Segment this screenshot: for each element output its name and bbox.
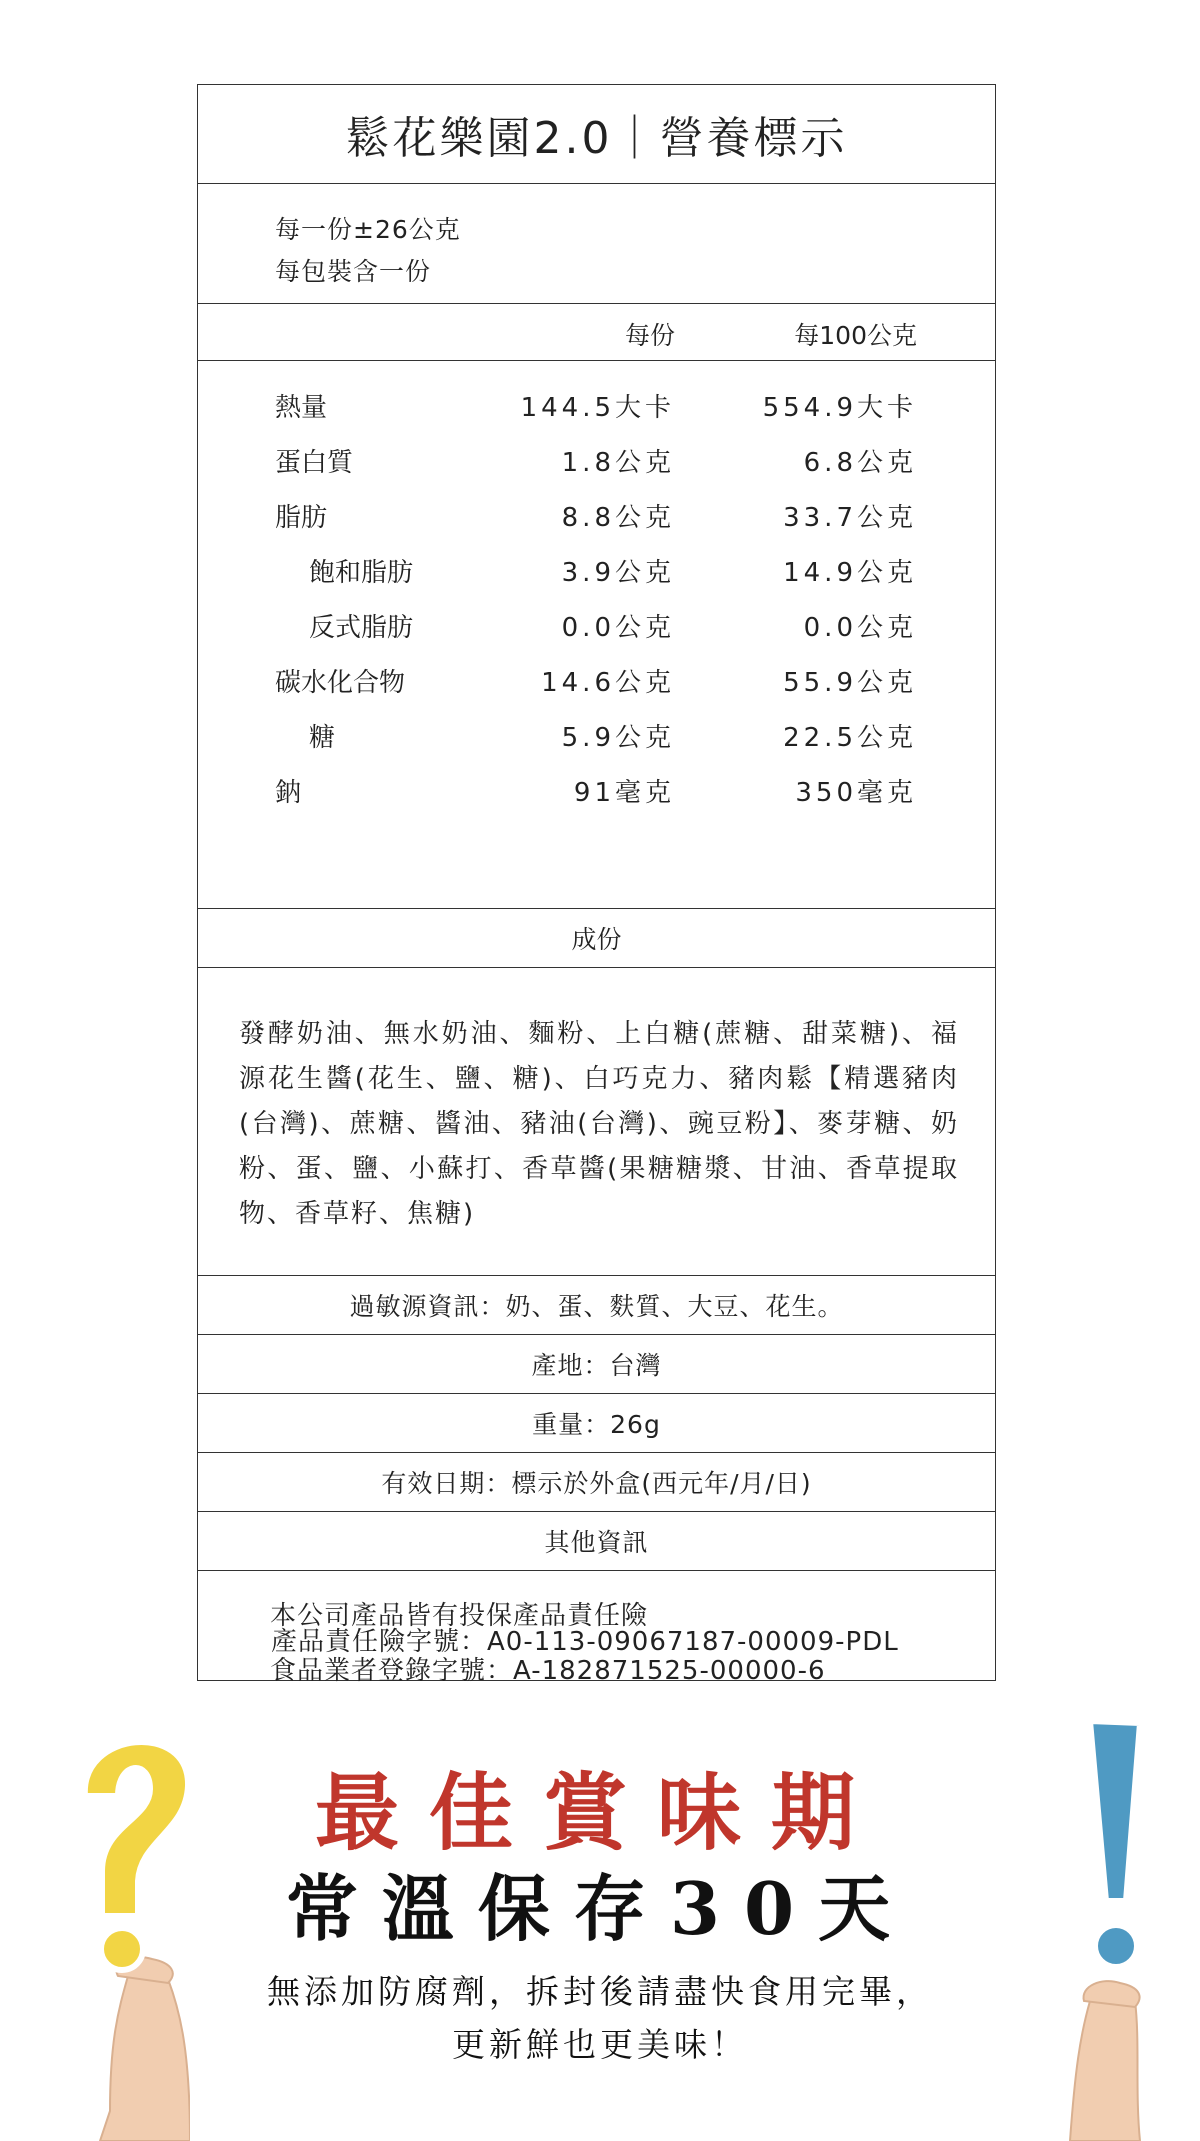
nutrient-per-serving: 1.8公克 <box>561 448 675 478</box>
nutrient-per-serving: 3.9公克 <box>561 558 675 588</box>
expiry-row <box>198 1453 995 1512</box>
nutrient-name: 糖 <box>309 723 336 753</box>
nutrient-name: 飽和脂肪 <box>309 558 414 588</box>
nutrient-row <box>198 375 995 430</box>
ingredients-heading: 成份 <box>571 925 622 954</box>
nutrient-row <box>198 430 995 485</box>
nutrient-row <box>198 650 995 705</box>
nutrient-per-serving: 14.6公克 <box>541 668 675 698</box>
nutrition-label <box>197 84 996 1686</box>
nutrient-table <box>198 361 995 909</box>
nutrient-name: 反式脂肪 <box>309 613 414 643</box>
promo-section <box>0 1681 1200 2141</box>
nutrient-per-100g: 0.0公克 <box>803 613 917 643</box>
nutrient-row <box>198 595 995 650</box>
ingredients-body <box>198 968 995 1276</box>
nutrient-name: 熱量 <box>275 393 328 423</box>
nutrient-per-100g: 14.9公克 <box>783 558 917 588</box>
nutrient-row <box>198 485 995 540</box>
weight-info: 重量：26g <box>532 1410 661 1439</box>
other-heading-row <box>198 1512 995 1571</box>
nutrient-per-100g: 55.9公克 <box>783 668 917 698</box>
note-line-1: 無添加防腐劑，拆封後請盡快食用完畢， <box>267 1972 933 2011</box>
col-per-100g: 每100公克 <box>794 321 917 350</box>
label-title: 鬆花樂園2.0｜營養標示 <box>345 113 848 164</box>
allergen-row <box>198 1276 995 1335</box>
nutrient-name: 鈉 <box>275 778 302 808</box>
serving-info <box>198 184 995 304</box>
other-heading: 其他資訊 <box>544 1528 649 1557</box>
nutrient-per-100g: 22.5公克 <box>783 723 917 753</box>
nutrient-per-100g: 554.9大卡 <box>762 393 917 423</box>
nutrient-name: 碳水化合物 <box>275 668 406 698</box>
serving-size: 每一份±26公克 <box>275 215 461 244</box>
storage-title: 常溫保存30天 <box>285 1866 915 1951</box>
nutrient-name: 蛋白質 <box>275 448 354 478</box>
ingredients-heading-row <box>198 909 995 968</box>
note-line-2: 更新鮮也更美味！ <box>452 2025 748 2064</box>
nutrient-per-serving: 144.5大卡 <box>520 393 675 423</box>
nutrient-row <box>198 760 995 815</box>
label-title-row <box>198 85 995 184</box>
weight-row <box>198 1394 995 1453</box>
other-line: 產品責任險字號：A0-113-09067187-00009-PDL <box>271 1627 899 1657</box>
other-line: 食品業者登錄字號：A-182871525-00000-6 <box>270 1656 826 1686</box>
best-period-title: 最佳賞味期 <box>314 1763 885 1862</box>
other-line: 本公司產品皆有投保產品責任險 <box>270 1601 649 1631</box>
ingredients-text: 發酵奶油、無水奶油、麵粉、上白糖(蔗糖、甜菜糖)、福源花生醬(花生、鹽、糖)、白巧克力、豬肉鬆【精選豬肉(台灣)、蔗糖、醬油、豬油(台灣)、豌豆粉】、麥芽糖、奶粉、蛋、鹽、小蘇打、香草醬(果糖糖漿、甘油、香草提取物、香草籽、焦糖) <box>239 1019 959 1229</box>
servings-per-pack: 每包裝含一份 <box>275 257 432 286</box>
nutrient-per-100g: 6.8公克 <box>803 448 917 478</box>
col-per-serving: 每份 <box>624 321 675 350</box>
nutrient-row <box>198 705 995 760</box>
nutrient-per-serving: 0.0公克 <box>561 613 675 643</box>
nutrient-per-100g: 350毫克 <box>795 778 917 808</box>
nutrient-name: 脂肪 <box>275 503 328 533</box>
column-headers <box>198 304 995 361</box>
nutrient-row <box>198 540 995 595</box>
nutrient-per-serving: 5.9公克 <box>561 723 675 753</box>
allergen-info: 過敏源資訊：奶、蛋、麩質、大豆、花生。 <box>349 1292 844 1321</box>
origin-row <box>198 1335 995 1394</box>
expiry-info: 有效日期：標示於外盒(西元年/月/日) <box>381 1469 812 1498</box>
nutrient-per-serving: 91毫克 <box>573 778 675 808</box>
origin-info: 產地：台灣 <box>531 1351 662 1380</box>
nutrient-per-serving: 8.8公克 <box>561 503 675 533</box>
nutrient-per-100g: 33.7公克 <box>783 503 917 533</box>
